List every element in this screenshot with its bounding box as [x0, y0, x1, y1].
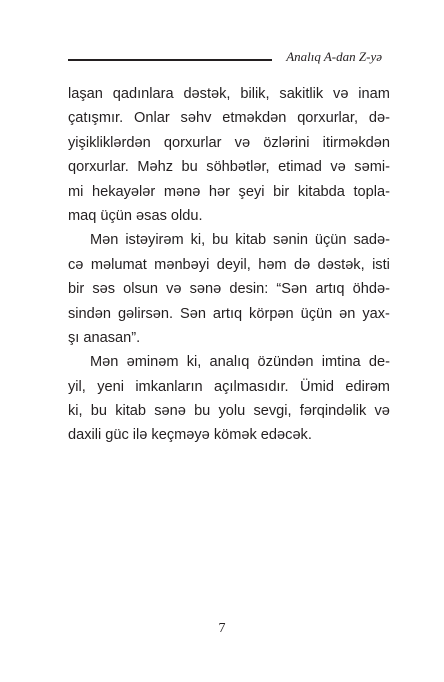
word: söhbətlər,: [206, 159, 270, 176]
word: imtina: [321, 354, 361, 371]
word: ilə: [132, 427, 148, 444]
paragraph: [68, 350, 390, 448]
word: analıq: [209, 354, 250, 371]
word: güc: [105, 427, 129, 444]
word: artıq: [212, 305, 243, 322]
word: kitab: [115, 403, 147, 420]
word: maq: [68, 207, 97, 224]
word: üçün: [300, 305, 333, 322]
word: əminəm: [126, 354, 179, 371]
text-line: [68, 204, 390, 228]
word: istəyirəm: [125, 232, 184, 249]
word: deyil,: [216, 256, 251, 273]
word: üçün: [100, 207, 133, 224]
word: sadə-: [353, 232, 390, 249]
word: topla-: [353, 183, 390, 200]
word: olsun: [123, 281, 159, 298]
word: kömək: [213, 427, 257, 444]
word: mənə: [163, 183, 201, 200]
word: də: [293, 256, 311, 273]
word: Mən: [90, 232, 119, 249]
word: Ümid: [299, 378, 335, 395]
text-line: [68, 326, 390, 350]
word: sənin: [273, 232, 308, 249]
word: kitabda: [297, 183, 345, 200]
word: qorxurlar.: [68, 159, 129, 176]
word: və: [234, 134, 251, 151]
word: bu: [181, 159, 198, 176]
word: cə: [68, 256, 84, 273]
word: qadınlara: [112, 86, 174, 102]
word: yil,: [68, 378, 86, 395]
word: və: [166, 281, 182, 298]
word: mi: [68, 183, 84, 200]
word: Məhz: [137, 159, 174, 176]
word: mənbəyi: [154, 256, 210, 273]
word: Onlar: [134, 110, 170, 127]
word: sənə: [154, 403, 186, 420]
text-line: [68, 350, 390, 374]
word: qorxurlar,: [297, 110, 359, 127]
word: şı: [68, 329, 80, 346]
word: keçməyə: [151, 427, 210, 444]
word: itirməkdən: [322, 134, 390, 151]
word: çatışmır.: [68, 110, 124, 127]
word: etimad: [278, 159, 322, 176]
text-line: [68, 302, 390, 326]
word: körpən: [249, 305, 294, 322]
word: və: [374, 403, 390, 420]
word: oldu.: [170, 207, 203, 224]
word: şeyi: [238, 183, 265, 200]
word: dəstək,: [317, 256, 365, 273]
word: bilik,: [240, 86, 270, 102]
word: desin:: [229, 281, 269, 298]
word: üçün: [314, 232, 347, 249]
word: öhdə-: [352, 281, 390, 298]
header-rule: [68, 59, 272, 61]
word: artıq: [315, 281, 345, 298]
word: etməkdən: [222, 110, 287, 127]
word: daxili: [68, 427, 102, 444]
word: səmi-: [354, 159, 390, 176]
word: və: [330, 159, 346, 176]
word: özündən: [257, 354, 314, 371]
word: inam: [358, 86, 390, 102]
text-line: [68, 228, 390, 252]
word: ki,: [68, 403, 83, 420]
word: fərqindəlik: [299, 403, 367, 420]
word: imkanların: [135, 378, 203, 395]
word: də-: [368, 110, 390, 127]
paragraph: [68, 82, 390, 228]
word: ən: [339, 305, 356, 322]
word: bir: [68, 281, 85, 298]
word: sakitlik: [279, 86, 324, 102]
word: “Sən: [276, 281, 308, 298]
word: sindən: [68, 305, 112, 322]
word: hekayələr: [91, 183, 156, 200]
word: açılmasıdır.: [213, 378, 289, 395]
word: səhv: [180, 110, 212, 127]
text-line: [68, 375, 390, 399]
word: laşan: [68, 86, 103, 102]
body-text: [68, 82, 390, 448]
word: bir: [273, 183, 290, 200]
word: ki,: [186, 354, 202, 371]
text-line: [68, 423, 390, 447]
word: yax-: [362, 305, 390, 322]
word: qorxurlar: [163, 134, 222, 151]
word: səs: [92, 281, 116, 298]
text-line: [68, 82, 390, 106]
word: dəstək,: [183, 86, 231, 102]
word: bu: [194, 403, 211, 420]
text-line: [68, 399, 390, 423]
word: hər: [208, 183, 230, 200]
text-line: [68, 106, 390, 130]
word: edəcək.: [260, 427, 312, 444]
word: edirəm: [345, 378, 390, 395]
word: Sən: [180, 305, 206, 322]
word: yolu: [218, 403, 246, 420]
word: Mən: [90, 354, 119, 371]
word: bu: [90, 403, 108, 420]
word: yişikliklərdən: [68, 134, 151, 151]
text-line: [68, 131, 390, 155]
word: yeni: [97, 378, 124, 395]
word: gəlirsən.: [117, 305, 174, 322]
word: isti: [372, 256, 390, 273]
word: və: [333, 86, 349, 102]
text-line: [68, 180, 390, 204]
running-header: Analıq A-dan Z-yə: [286, 49, 382, 64]
word: anasan”.: [83, 329, 141, 346]
word: əsas: [136, 207, 167, 224]
word: sənə: [189, 281, 222, 298]
word: kitab: [235, 232, 267, 249]
word: bu: [212, 232, 229, 249]
text-line: [68, 277, 390, 301]
word: məlumat: [90, 256, 147, 273]
word: ki,: [190, 232, 206, 249]
word: de-: [368, 354, 390, 371]
word: özlərini: [263, 134, 310, 151]
text-line: [68, 155, 390, 179]
word: həm: [258, 256, 287, 273]
paragraph: [68, 228, 390, 350]
page-number: 7: [218, 621, 226, 636]
word: sevgi,: [253, 403, 292, 420]
text-line: [68, 253, 390, 277]
